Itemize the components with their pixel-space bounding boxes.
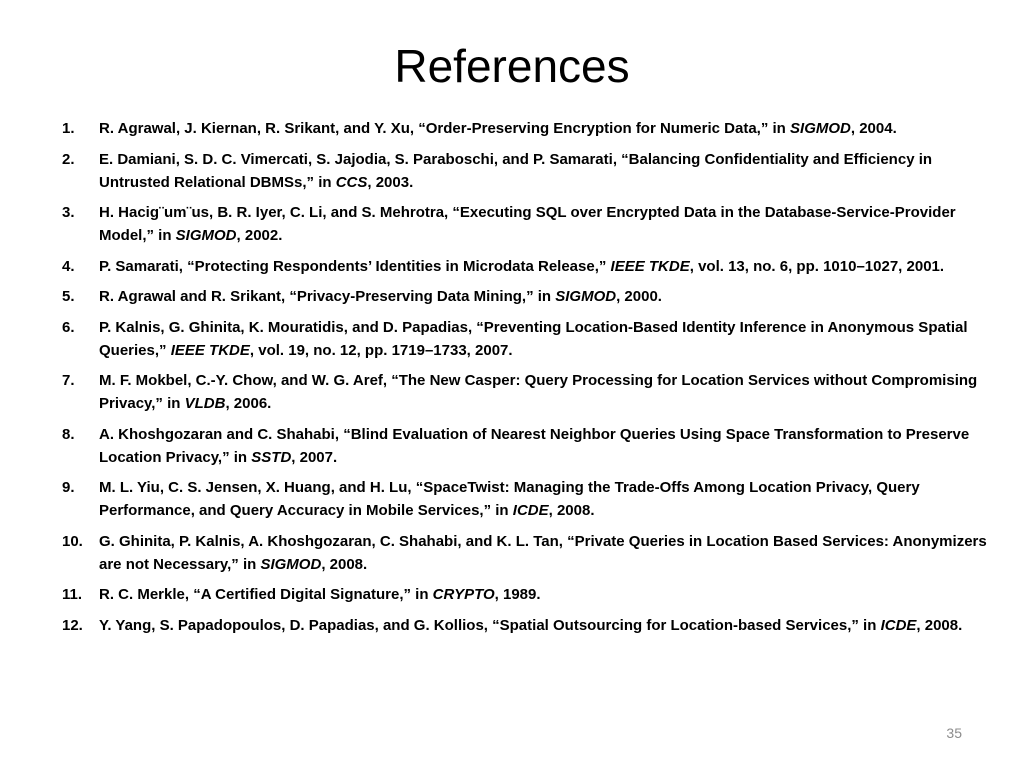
reference-text [99,285,994,308]
reference-citation: M. F. Mokbel, C.-Y. Chow, and W. G. Aref, “The New Casper: Query Processing for Location Services without Compromising Privacy,” in [99,372,978,412]
reference-item [62,476,994,522]
reference-details: , 2000. [616,288,662,305]
reference-text [99,530,994,576]
reference-text [99,423,994,469]
reference-number: 7. [62,372,75,389]
reference-item [62,614,994,637]
reference-text [99,201,994,247]
reference-text [99,117,994,140]
reference-venue: ICDE [880,616,917,634]
reference-text [99,255,994,278]
reference-number: 3. [62,204,75,221]
reference-citation: H. Hacig¨um¨us, B. R. Iyer, C. Li, and S. Mehrotra, “Executing SQL over Encrypted Data in the Database-Service-Provider Model,” in [99,204,956,244]
reference-list [62,117,994,644]
reference-item [62,369,994,415]
reference-venue: VLDB [184,395,226,412]
reference-number: 2. [62,150,75,168]
reference-text [99,369,994,415]
reference-details: , 2007. [291,448,338,466]
reference-citation: P. Samarati, “Protecting Respondents’ Identities in Microdata Release,” [99,257,611,275]
reference-item [62,583,994,606]
slide-title: References [394,40,630,92]
reference-text [99,316,994,362]
reference-number: 8. [62,425,75,443]
reference-text [99,148,994,194]
reference-venue: IEEE TKDE [170,341,250,359]
reference-citation: Y. Yang, S. Papadopoulos, D. Papadias, and G. Kollios, “Spatial Outsourcing for Location-based Services,” in [99,616,881,634]
reference-number: 6. [62,318,75,336]
slide-page-number: 35 [946,725,962,741]
reference-item [62,117,994,140]
reference-venue: SIGMOD [260,555,322,573]
reference-citation: R. Agrawal and R. Srikant, “Privacy-Preserving Data Mining,” in [99,288,556,305]
reference-details: , 2004. [850,120,897,137]
reference-item [62,423,994,469]
reference-citation: E. Damiani, S. D. C. Vimercati, S. Jajodia, S. Paraboschi, and P. Samarati, “Balancing Confidentiality and Efficiency in Untrusted Relational DBMSs,” in [99,150,933,191]
reference-venue: SSTD [251,448,292,466]
reference-number: 9. [62,479,75,496]
reference-item [62,255,994,278]
reference-details: , vol. 13, no. 6, pp. 1010–1027, 2001. [689,257,945,275]
reference-venue: CCS [335,173,368,191]
reference-details: , 2008. [321,555,368,573]
reference-citation: M. L. Yiu, C. S. Jensen, X. Huang, and H. Lu, “SpaceTwist: Managing the Trade-Offs Among Location Privacy, Query Performance, and Query Accuracy in Mobile Services,” in [99,479,920,519]
reference-venue: SIGMOD [790,120,851,137]
reference-text [99,614,994,637]
reference-citation: G. Ghinita, P. Kalnis, A. Khoshgozaran, C. Shahabi, and K. L. Tan, “Private Queries in Location Based Services: Anonymizers are not Necessary,” in [99,532,987,573]
reference-venue: ICDE [512,502,549,519]
reference-citation: R. C. Merkle, “A Certified Digital Signature,” in [99,586,433,603]
reference-details: , 2008. [548,502,595,519]
reference-venue: SIGMOD [175,227,237,244]
reference-venue: IEEE TKDE [610,257,690,275]
reference-details: , 2006. [225,395,272,412]
reference-venue: SIGMOD [555,288,617,305]
reference-item [62,285,994,308]
reference-number: 12. [62,616,83,634]
reference-citation: P. Kalnis, G. Ghinita, K. Mouratidis, and D. Papadias, “Preventing Location-Based Identity Inference in Anonymous Spatial Queries,” [99,318,968,359]
reference-citation: R. Agrawal, J. Kiernan, R. Srikant, and Y. Xu, “Order-Preserving Encryption for Numeric Data,” in [99,120,791,137]
reference-item [62,316,994,362]
reference-item [62,201,994,247]
reference-details: , vol. 19, no. 12, pp. 1719–1733, 2007. [249,341,513,359]
reference-number: 1. [62,120,75,137]
reference-text [99,476,994,522]
reference-item [62,530,994,576]
reference-number: 10. [62,532,83,550]
reference-item [62,148,994,194]
reference-number: 11. [62,586,83,603]
reference-details: , 2003. [367,173,414,191]
reference-number: 5. [62,288,75,305]
reference-details: , 1989. [494,586,541,603]
reference-number: 4. [62,257,75,275]
reference-details: , 2008. [916,616,963,634]
reference-citation: A. Khoshgozaran and C. Shahabi, “Blind Evaluation of Nearest Neighbor Queries Using Space Transformation to Preserve Location Privacy,” in [99,425,970,466]
reference-text [99,583,994,606]
reference-details: , 2002. [236,227,283,244]
reference-venue: CRYPTO [432,586,495,603]
